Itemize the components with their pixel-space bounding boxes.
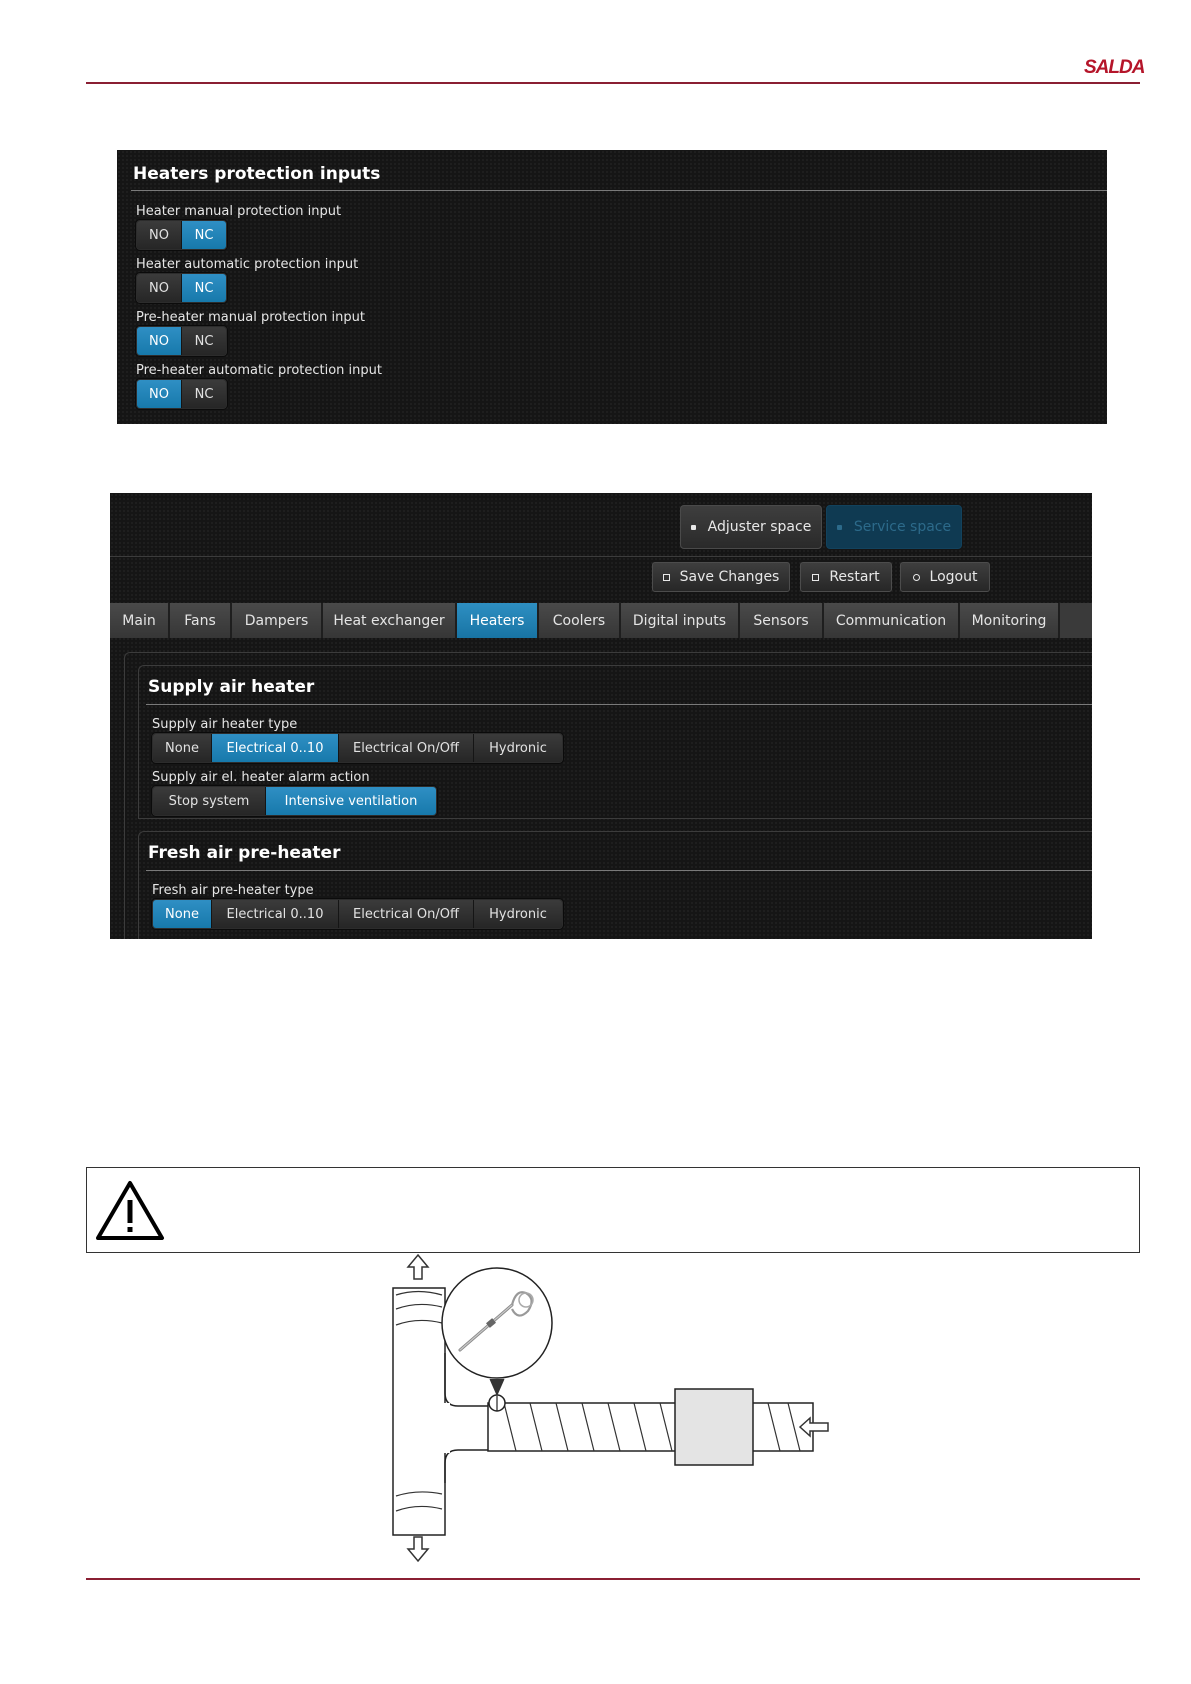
- restart-button[interactable]: [800, 562, 892, 592]
- logout-label: Logout: [929, 569, 978, 585]
- section-divider: [146, 704, 1092, 705]
- service-space-button[interactable]: [826, 505, 962, 549]
- header-rule: [86, 82, 1140, 84]
- service-space-label: Service space: [853, 519, 952, 535]
- option-no[interactable]: NO: [137, 274, 182, 302]
- field-label: Supply air el. heater alarm action: [152, 770, 370, 785]
- option-nc[interactable]: NC: [182, 327, 226, 355]
- tab-dampers[interactable]: Dampers: [232, 603, 323, 638]
- option-nc[interactable]: NC: [182, 380, 226, 408]
- tab-main[interactable]: Main: [110, 603, 170, 638]
- tab-digital-inputs[interactable]: Digital inputs: [621, 603, 740, 638]
- restart-label: Restart: [829, 569, 880, 585]
- heater-automatic-toggle: [136, 273, 227, 303]
- option-no[interactable]: NO: [137, 327, 182, 355]
- check-icon: [837, 525, 842, 530]
- option-nc[interactable]: NC: [182, 221, 226, 249]
- arrow-up-icon: [408, 1255, 428, 1279]
- row-label: Heater automatic protection input: [136, 257, 359, 272]
- adjuster-space-button[interactable]: [680, 505, 822, 549]
- option-stop-system[interactable]: Stop system: [153, 787, 266, 815]
- row-label: Heater manual protection input: [136, 204, 342, 219]
- option-none[interactable]: None: [153, 900, 212, 928]
- option-electrical-0-10[interactable]: Electrical 0..10: [212, 734, 339, 762]
- adjuster-space-label: Adjuster space: [707, 519, 812, 535]
- heaters-settings-panel: [110, 493, 1092, 939]
- option-intensive-ventilation[interactable]: Intensive ventilation: [266, 787, 436, 815]
- option-hydronic[interactable]: Hydronic: [474, 734, 562, 762]
- warning-triangle-icon: [95, 1180, 165, 1242]
- logout-icon: [913, 574, 920, 581]
- row-label: Pre-heater automatic protection input: [136, 363, 382, 378]
- alarm-action-selector: [152, 786, 437, 816]
- footer-rule: [86, 1578, 1140, 1580]
- option-no[interactable]: NO: [137, 221, 182, 249]
- warning-box: [86, 1167, 1140, 1253]
- toolbar-divider: [110, 556, 1092, 557]
- salda-logo: SALDA: [1084, 57, 1145, 78]
- option-none[interactable]: None: [153, 734, 212, 762]
- tab-communication[interactable]: Communication: [824, 603, 960, 638]
- field-label: Supply air heater type: [152, 717, 298, 732]
- tab-fans[interactable]: Fans: [170, 603, 232, 638]
- section-title: Fresh air pre-heater: [148, 843, 341, 863]
- heater-manual-toggle: [136, 220, 227, 250]
- row-label: Pre-heater manual protection input: [136, 310, 365, 325]
- option-electrical-0-10[interactable]: Electrical 0..10: [212, 900, 339, 928]
- arrow-down-icon: [408, 1537, 428, 1561]
- preheater-manual-toggle: [136, 326, 227, 356]
- panel-title: Heaters protection inputs: [133, 164, 381, 184]
- heaters-protection-panel: [117, 150, 1107, 424]
- restart-icon: [812, 574, 819, 581]
- sensor-installation-diagram: [380, 1253, 850, 1563]
- option-nc[interactable]: NC: [182, 274, 226, 302]
- field-label: Fresh air pre-heater type: [152, 883, 314, 898]
- option-no[interactable]: NO: [137, 380, 182, 408]
- logout-button[interactable]: [900, 562, 990, 592]
- heater-unit: [675, 1389, 753, 1465]
- main-tabs: [110, 603, 1092, 638]
- title-divider: [131, 190, 1107, 191]
- pre-heater-type-selector: [152, 899, 563, 929]
- option-electrical-on-off[interactable]: Electrical On/Off: [339, 734, 474, 762]
- square-icon: [691, 525, 696, 530]
- section-divider: [146, 870, 1092, 871]
- save-icon: [663, 574, 670, 581]
- save-changes-label: Save Changes: [679, 569, 780, 585]
- option-hydronic[interactable]: Hydronic: [474, 900, 562, 928]
- supply-heater-type-selector: [152, 733, 563, 763]
- tab-heaters[interactable]: Heaters: [457, 603, 539, 638]
- vertical-duct: [393, 1288, 445, 1535]
- save-changes-button[interactable]: [652, 562, 790, 592]
- tab-sensors[interactable]: Sensors: [740, 603, 824, 638]
- option-electrical-on-off[interactable]: Electrical On/Off: [339, 900, 474, 928]
- tab-heat-exchanger[interactable]: Heat exchanger: [323, 603, 457, 638]
- preheater-automatic-toggle: [136, 379, 227, 409]
- horizontal-duct: [488, 1403, 813, 1451]
- sensor-detail-circle: [442, 1268, 552, 1378]
- tab-coolers[interactable]: Coolers: [539, 603, 621, 638]
- tab-monitoring[interactable]: Monitoring: [960, 603, 1060, 638]
- section-title: Supply air heater: [148, 677, 315, 697]
